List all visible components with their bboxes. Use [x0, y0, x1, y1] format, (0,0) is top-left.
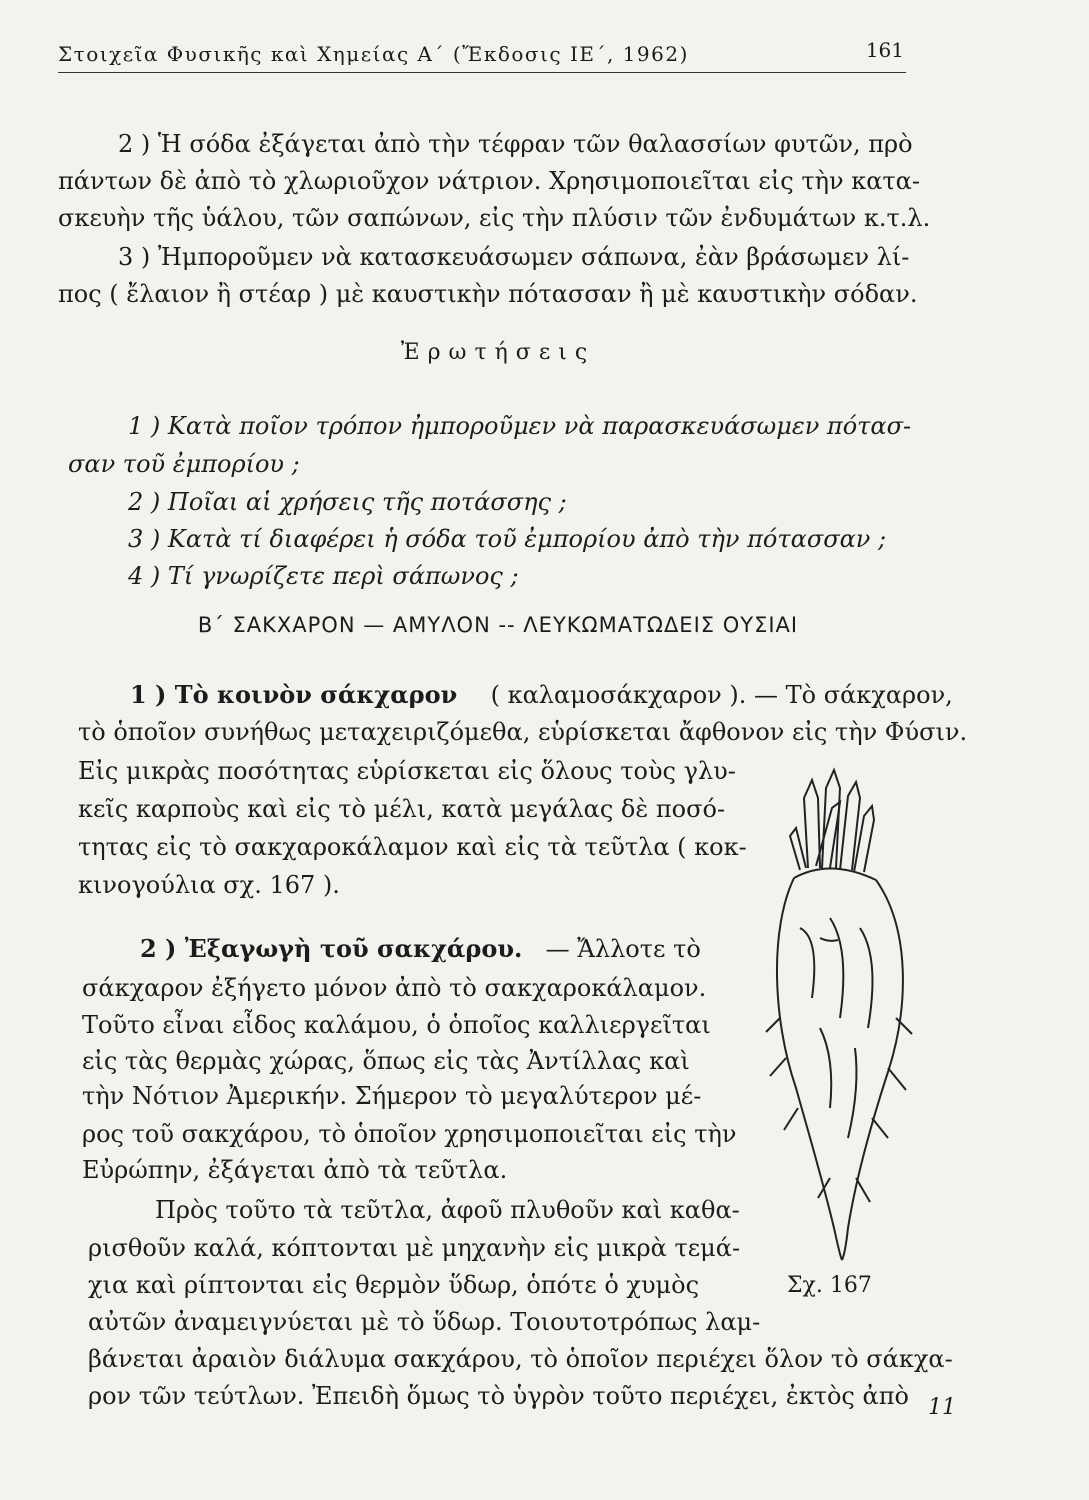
text-line: κεῖς καρποὺς καὶ εἰς τὸ μέλι, κατὰ μεγάλας δὲ ποσό- — [78, 795, 726, 823]
text-line: τὸ ὁποῖον συνήθως μεταχειριζόμεθα, εὑρίσκεται ἄφθονον εἰς τὴν Φύσιν. — [78, 718, 968, 746]
page-header — [58, 32, 906, 73]
question-line: 4 ) Τί γνωρίζετε περὶ σάπωνος ; — [128, 562, 519, 590]
text-line: αὐτῶν ἀναμειγνύεται μὲ τὸ ὕδωρ. Τοιουτοτρόπως λαμ- — [88, 1308, 761, 1336]
signature-mark: 11 — [928, 1395, 956, 1420]
running-title: Στοιχεῖα Φυσικῆς καὶ Χημείας Α΄ (Ἔκδοσις ΙΕ΄, 1962) — [58, 42, 689, 66]
question-line: σαν τοῦ ἐμπορίου ; — [68, 450, 300, 478]
text-line: 3 ) Ἠμποροῦμεν νὰ κατασκευάσωμεν σάπωνα, ἐὰν βράσωμεν λί- — [118, 243, 910, 271]
subsection1-first-line — [130, 676, 953, 714]
text-line: 2 ) Ἡ σόδα ἐξάγεται ἀπὸ τὴν τέφραν τῶν θαλασσίων φυτῶν, πρὸ — [118, 130, 913, 158]
text-line: σκευὴν τῆς ὑάλου, τῶν σαπώνων, εἰς τὴν πλύσιν τῶν ἐνδυμάτων κ.τ.λ. — [58, 204, 931, 232]
text-line: εἰς τὰς θερμὰς χώρας, ὅπως εἰς τὰς Ἀντίλλας καὶ — [82, 1047, 690, 1075]
sugar-beet-illustration — [760, 758, 935, 1263]
text-line: ρον τῶν τεύτλων. Ἐπειδὴ ὅμως τὸ ὑγρὸν τοῦτο περιέχει, ἐκτὸς ἀπὸ — [88, 1382, 909, 1410]
text-line: σάκχαρον ἐξήγετο μόνον ἀπὸ τὸ σακχαροκάλαμον. — [82, 974, 707, 1002]
question-line: 3 ) Κατὰ τί διαφέρει ἡ σόδα τοῦ ἐμπορίου ἀπὸ τὴν πότασσαν ; — [128, 525, 887, 553]
text-line: Εὐρώπην, ἐξάγεται ἀπὸ τὰ τεῦτλα. — [82, 1156, 508, 1184]
questions-title: Ἐρωτήσεις — [400, 340, 596, 365]
text-line: χια καὶ ρίπτονται εἰς θερμὸν ὕδωρ, ὁπότε ὁ χυμὸς — [88, 1271, 700, 1299]
text-line: Εἰς μικρὰς ποσότητας εὑρίσκεται εἰς ὅλους τοὺς γλυ- — [78, 757, 736, 785]
text-line: ρος τοῦ σακχάρου, τὸ ὁποῖον χρησιμοποιεῖται εἰς τὴν — [82, 1120, 737, 1148]
question-line: 1 ) Κατὰ ποῖον τρόπον ἠμποροῦμεν νὰ παρασκευάσωμεν πότασ- — [128, 412, 912, 440]
text-line: κινογούλια σχ. 167 ). — [78, 871, 340, 899]
text-line: βάνεται ἀραιὸν διάλυμα σακχάρου, τὸ ὁποῖον περιέχει ὅλον τὸ σάκχα- — [88, 1345, 953, 1373]
subsection2-heading: 2 ) Ἐξαγωγὴ τοῦ σακχάρου. — [140, 934, 523, 963]
text-line: Τοῦτο εἶναι εἶδος καλάμου, ὁ ὁποῖος καλλιεργεῖται — [82, 1011, 711, 1039]
subsection2-first-line — [140, 930, 701, 968]
subsection1-heading: 1 ) Τὸ κοινὸν σάκχαρον — [130, 680, 458, 709]
text-line: πος ( ἔλαιον ἢ στέαρ ) μὲ καυστικὴν πότασσαν ἢ μὲ καυστικὴν σόδαν. — [58, 280, 918, 308]
text-line: τὴν Νότιον Ἀμερικήν. Σήμερον τὸ μεγαλύτερον μέ- — [82, 1082, 702, 1110]
text-line: ρισθοῦν καλά, κόπτονται μὲ μηχανὴν εἰς μικρὰ τεμά- — [88, 1234, 741, 1262]
page-number: 161 — [865, 38, 904, 62]
text-line: τητας εἰς τὸ σακχαροκάλαμον καὶ εἰς τὰ τεῦτλα ( κοκ- — [78, 833, 747, 861]
text-line: πάντων δὲ ἀπὸ τὸ χλωριοῦχον νάτριον. Χρησιμοποιεῖται εἰς τὴν κατα- — [58, 167, 920, 195]
subsection2-intro: — Ἄλλοτε τὸ — [545, 935, 701, 963]
text-line: Πρὸς τοῦτο τὰ τεῦτλα, ἀφοῦ πλυθοῦν καὶ καθα- — [155, 1196, 740, 1224]
figure-caption: Σχ. 167 — [787, 1273, 872, 1298]
subsection1-intro: ( καλαμοσάκχαρον ). — Τὸ σάκχαρον, — [490, 681, 953, 709]
question-line: 2 ) Ποῖαι αἱ χρήσεις τῆς ποτάσσης ; — [128, 488, 567, 516]
section-title: Β΄ ΣΑΚΧΑΡΟΝ — ΑΜΥΛΟΝ -- ΛΕΥΚΩΜΑΤΩΔΕΙΣ ΟΥΣΙΑΙ — [197, 613, 799, 637]
